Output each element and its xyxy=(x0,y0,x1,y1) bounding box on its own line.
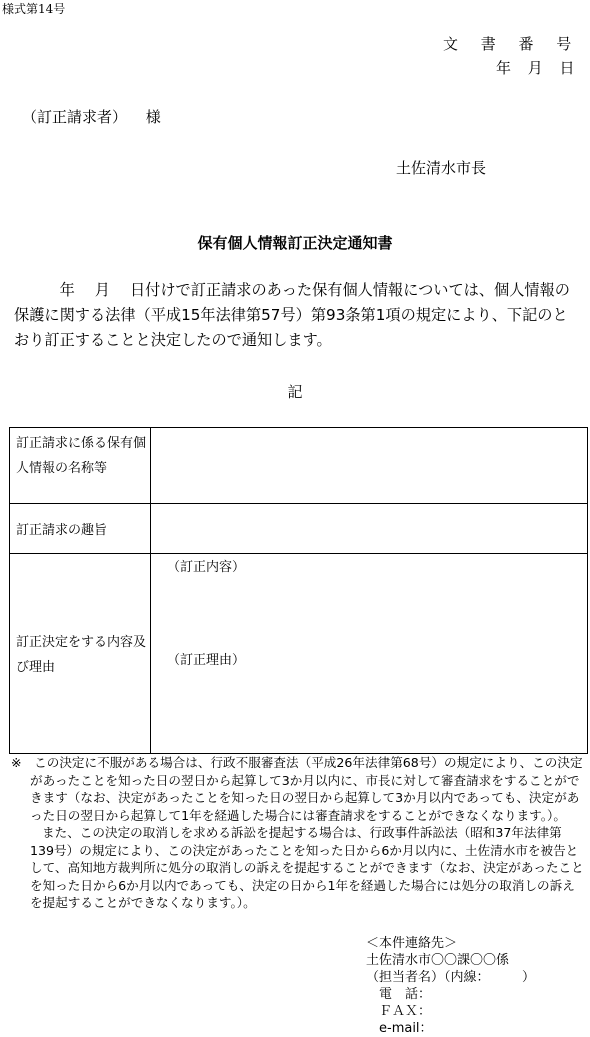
row-value-info-name[interactable] xyxy=(151,428,588,504)
document-number-label: 文 書 番 号 xyxy=(443,35,574,53)
appeal-note: ※ この決定に不服がある場合は、行政不服審査法（平成26年法律第68号）の規定により、この決定があったことを知った日の翌日から起算して3か月以内に、市長に対して審査請求をすることができます（なお、決定があったことを知った日の翌日から起算して3か月以内であっても、決定があった日の翌日から起算して1年を経過した場合には審査請求をすることができなくなります。）。 xyxy=(11,755,583,823)
body-paragraph: 年 月 日付けで訂正請求のあった保有個人情報については、個人情報の保護に関する法律（平成15年法律第57号）第93条第1項の規定により、下記のとおり訂正することと決定したので通知します。 xyxy=(14,281,570,349)
table-row xyxy=(10,428,588,504)
row-label-info-name: 訂正請求に係る保有個人情報の名称等 xyxy=(10,428,151,504)
contact-heading: ＜本件連絡先＞ xyxy=(366,936,458,951)
decision-table xyxy=(9,427,588,754)
lawsuit-note: また、この決定の取消しを求める訴訟を提起する場合は、行政事件訴訟法（昭和37年法律第139号）の規定により、この決定があったことを知った日から6か月以内に、土佐清水市を被告として、高知地方裁判所に処分の取消しの訴えを提起することができます（なお、決定があったことを知った日から6か月以内であっても、決定の日から1年を経過した場合には処分の取消しの訴えを提起することができなくなります。）。 xyxy=(30,825,584,910)
form-number: 様式第14号 xyxy=(2,2,66,16)
ki-marker: 記 xyxy=(287,383,303,401)
correction-reason-label: （訂正理由） xyxy=(167,653,246,668)
table-row xyxy=(10,504,588,554)
contact-email: e-mail： xyxy=(366,1021,433,1036)
contact-person: （担当者名）（内線： ） xyxy=(366,970,536,985)
sender-name: 土佐清水市長 xyxy=(396,159,487,177)
correction-content-label: （訂正内容） xyxy=(167,560,246,575)
row-label-request-purpose: 訂正請求の趣旨 xyxy=(10,504,151,554)
notes-section xyxy=(11,754,585,912)
row-value-request-purpose[interactable] xyxy=(151,504,588,554)
contact-block xyxy=(366,935,535,1037)
document-title: 保有個人情報訂正決定通知書 xyxy=(197,234,393,252)
contact-department: 土佐清水市〇〇課〇〇係 xyxy=(366,953,510,968)
contact-fax: ＦＡＸ： xyxy=(366,1004,432,1019)
addressee: （訂正請求者） 様 xyxy=(22,108,161,126)
contact-phone: 電 話： xyxy=(366,987,432,1002)
table-row xyxy=(10,554,588,754)
row-label-decision-reason: 訂正決定をする内容及び理由 xyxy=(10,554,151,754)
row-value-decision-reason[interactable] xyxy=(151,554,588,754)
document-date-label: 年 月 日 xyxy=(496,59,575,77)
